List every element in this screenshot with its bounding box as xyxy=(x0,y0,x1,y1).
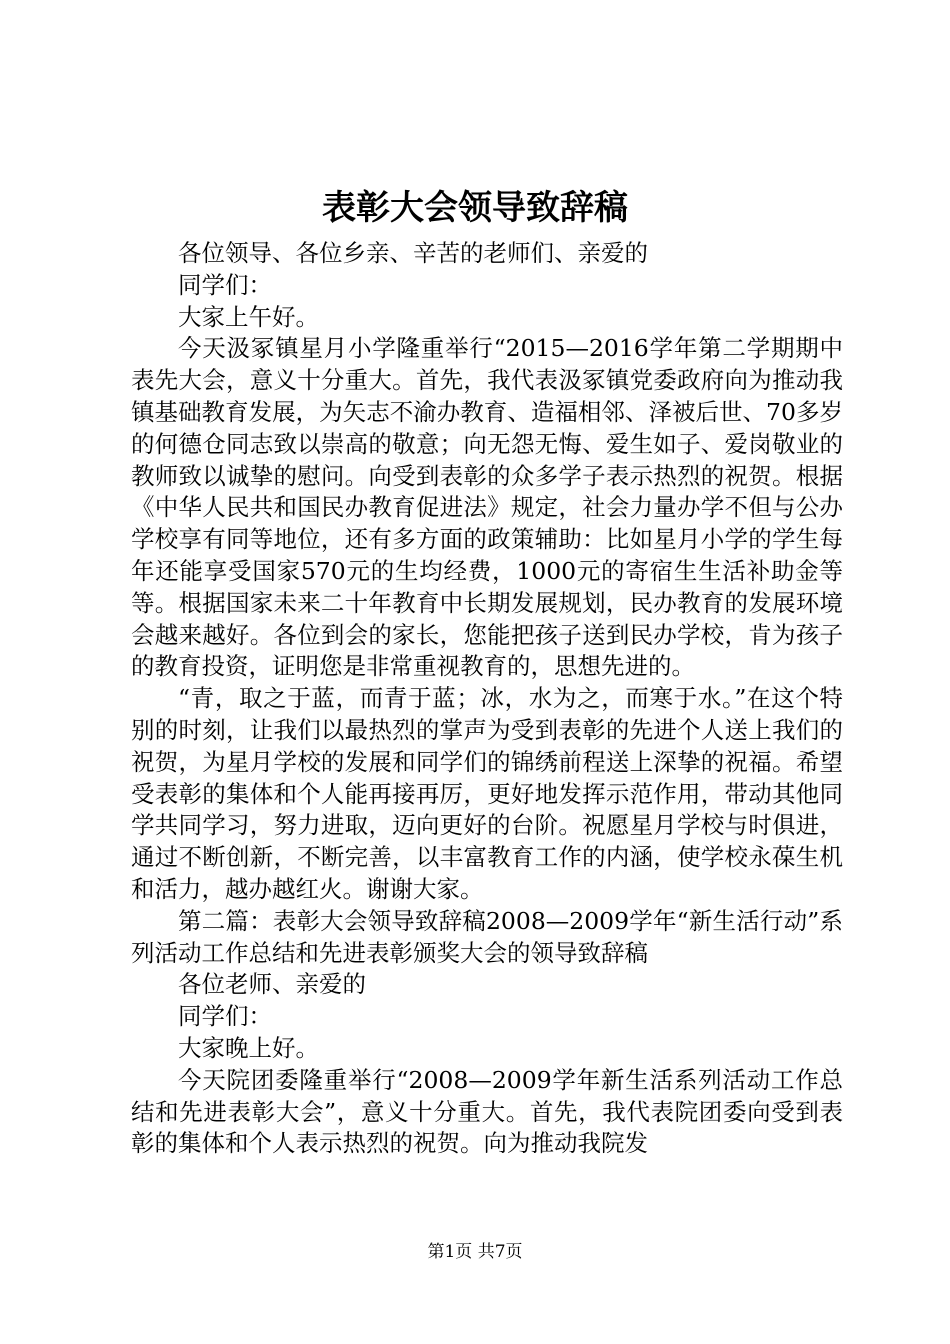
page-number-footer: 第1页 共7页 xyxy=(427,1242,523,1262)
salutation-continuation: 同学们： xyxy=(178,270,272,299)
body-paragraph: 今天汲冢镇星月小学隆重举行“2015—2016学年第二学期期中表先大会，意义十分重大。首先，我代表汲冢镇党委政府向为推动我镇基础教育发展，为矢志不渝办教育、造福相邻、泽被后世、70多岁的何德仓同志致以崇高的敬意；向无怨无悔、爱生如子、爱岗敬业的教师致以诚挚的慰问。向受到表彰的众多学子表示热烈的祝贺。根据《中华人民共和国民办教育促进法》规定，社会力量办学不但与公办学校享有同等地位，还有多方面的政策辅助：比如星月小学的学生每年还能享受国家570元的生均经费，1000元的寄宿生生活补助金等等。根据国家未来二十年教育中长期发展规划，民办教育的发展环境会越来越好。各位到会的家长，您能把孩子送到民办学校，肯为孩子的教育投资，证明您是非常重视教育的，思想先进的。 xyxy=(131,334,843,681)
salutation-paragraph: 各位领导、各位乡亲、辛苦的老师们、亲爱的 xyxy=(178,239,648,267)
document-title: 表彰大会领导致辞稿 xyxy=(322,188,628,228)
salutation-continuation: 同学们： xyxy=(178,1002,272,1031)
greeting-paragraph: 大家晚上好。 xyxy=(178,1033,319,1062)
body-paragraph: “青，取之于蓝，而青于蓝；冰，水为之，而寒于水。”在这个特别的时刻，让我们以最热烈的掌声为受到表彰的先进个人送上我们的祝贺，为星月学校的发展和同学们的锦绣前程送上深挚的祝福。希望受表彰的集体和个人能再接再厉，更好地发挥示范作用，带动其他同学共同学习，努力进取，迈向更好的台阶。祝愿星月学校与时俱进，通过不断创新，不断完善，以丰富教育工作的内涵，使学校永葆生机和活力，越办越红火。谢谢大家。 xyxy=(131,684,843,903)
section-heading-paragraph: 第二篇：表彰大会领导致辞稿2008—2009学年“新生活行动”系列活动工作总结和先进表彰颁奖大会的领导致辞稿 xyxy=(131,906,843,967)
greeting-paragraph: 大家上午好。 xyxy=(178,302,319,331)
salutation-paragraph: 各位老师、亲爱的 xyxy=(178,970,366,999)
document-body xyxy=(131,238,843,1160)
body-paragraph: 今天院团委隆重举行“2008—2009学年新生活系列活动工作总结和先进表彰大会”，意义十分重大。首先，我代表院团委向受到表彰的集体和个人表示热烈的祝贺。向为推动我院发 xyxy=(131,1065,843,1158)
